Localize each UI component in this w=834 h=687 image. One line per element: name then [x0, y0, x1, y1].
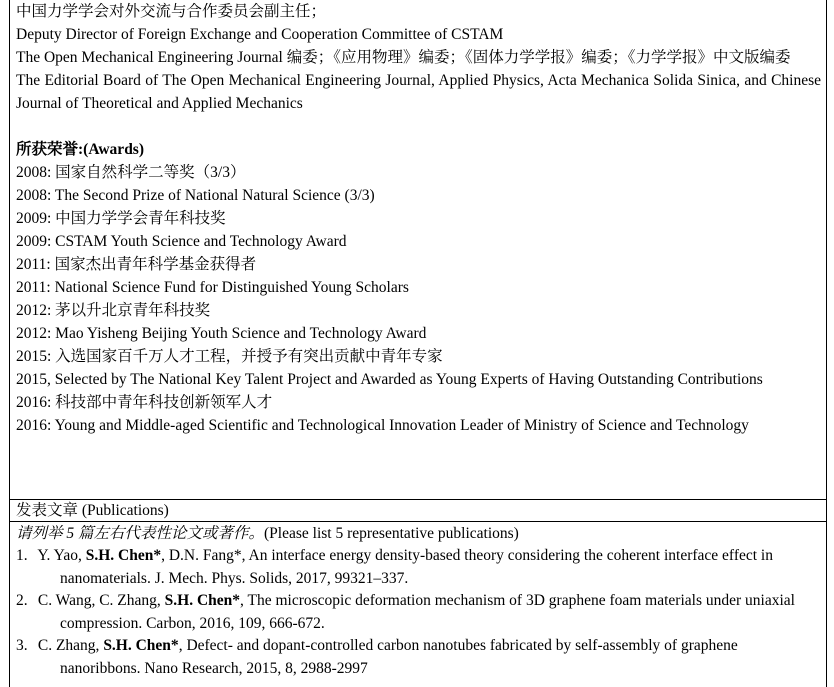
publication-citation: , The microscopic deformation mechanism of 3D graphene foam materials under uniaxial compression. Carbon, 2016, 109, 666-672. [60, 592, 795, 632]
publication-authors: C. Wang, C. Zhang, [37, 592, 165, 609]
spacer [16, 115, 821, 138]
award-item: 2009: CSTAM Youth Science and Technology Award [16, 233, 347, 250]
award-item: 2015, Selected by The National Key Talent Project and Awarded as Young Experts of Having Outstanding Contributions [16, 371, 763, 388]
document-table [9, 0, 827, 687]
awards-heading: 所获荣誉:(Awards) [16, 141, 145, 158]
award-item: 2011: National Science Fund for Distinguished Young Scholars [16, 279, 409, 296]
publications-instruction [16, 522, 821, 545]
award-item: 2011: 国家杰出青年科学基金获得者 [16, 256, 257, 273]
award-item: 2012: Mao Yisheng Beijing Youth Science and Technology Award [16, 325, 427, 342]
positions-awards-cell [10, 0, 826, 500]
position-line: 中国力学学会对外交流与合作委员会副主任； [16, 3, 327, 20]
award-item: 2008: The Second Prize of National Natural Science (3/3) [16, 187, 375, 204]
award-item: 2012: 茅以升北京青年科技奖 [16, 302, 211, 319]
instruction-en: (Please list 5 representative publications) [264, 525, 519, 542]
publication-highlight-author: S.H. Chen* [103, 637, 179, 654]
publication-number: 2. [16, 592, 28, 609]
publication-authors: C. Zhang, [37, 637, 104, 654]
position-line: The Open Mechanical Engineering Journal 编委；《应用物理》编委；《固体力学学报》编委；《力学学报》中文版编委 [16, 49, 791, 66]
award-item: 2016: 科技部中青年科技创新领军人才 [16, 394, 273, 411]
publications-header: 发表文章 (Publications) [10, 500, 826, 522]
publication-item [16, 545, 821, 590]
publication-number: 3. [16, 637, 28, 654]
award-item: 2016: Young and Middle-aged Scientific and Technological Innovation Leader of Ministry of Science and Technology [16, 417, 749, 434]
award-item: 2008: 国家自然科学二等奖（3/3） [16, 164, 246, 181]
instruction-cn: 请列举 5 篇左右代表性论文或著作。 [16, 525, 265, 542]
publication-item [16, 635, 821, 680]
publication-citation: , D.N. Fang*, An interface energy density-based theory considering the coherent interface effect in nanomaterials. J. Mech. Phys. Solids, 2017, 99321–337. [60, 547, 773, 587]
publication-authors: Y. Yao, [37, 547, 86, 564]
position-line: The Editorial Board of The Open Mechanical Engineering Journal, Applied Physics, Acta Mechanica Solida Sinica, and Chinese Journal of Theoretical and Applied Mechanics [16, 72, 821, 112]
award-item: 2015: 入选国家百千万人才工程，并授予有突出贡献中青年专家 [16, 348, 443, 365]
publication-highlight-author: S.H. Chen* [164, 592, 241, 609]
publication-citation: , Defect- and dopant-controlled carbon nanotubes fabricated by self-assembly of graphene nanoribbons. Nano Research, 2015, 8, 2988-2997 [60, 637, 738, 677]
award-item: 2009: 中国力学学会青年科技奖 [16, 210, 226, 227]
publication-number: 1. [16, 547, 28, 564]
publication-item [16, 590, 821, 635]
position-line: Deputy Director of Foreign Exchange and Cooperation Committee of CSTAM [16, 26, 504, 43]
publications-cell [10, 522, 826, 687]
publication-highlight-author: S.H. Chen* [85, 547, 162, 564]
